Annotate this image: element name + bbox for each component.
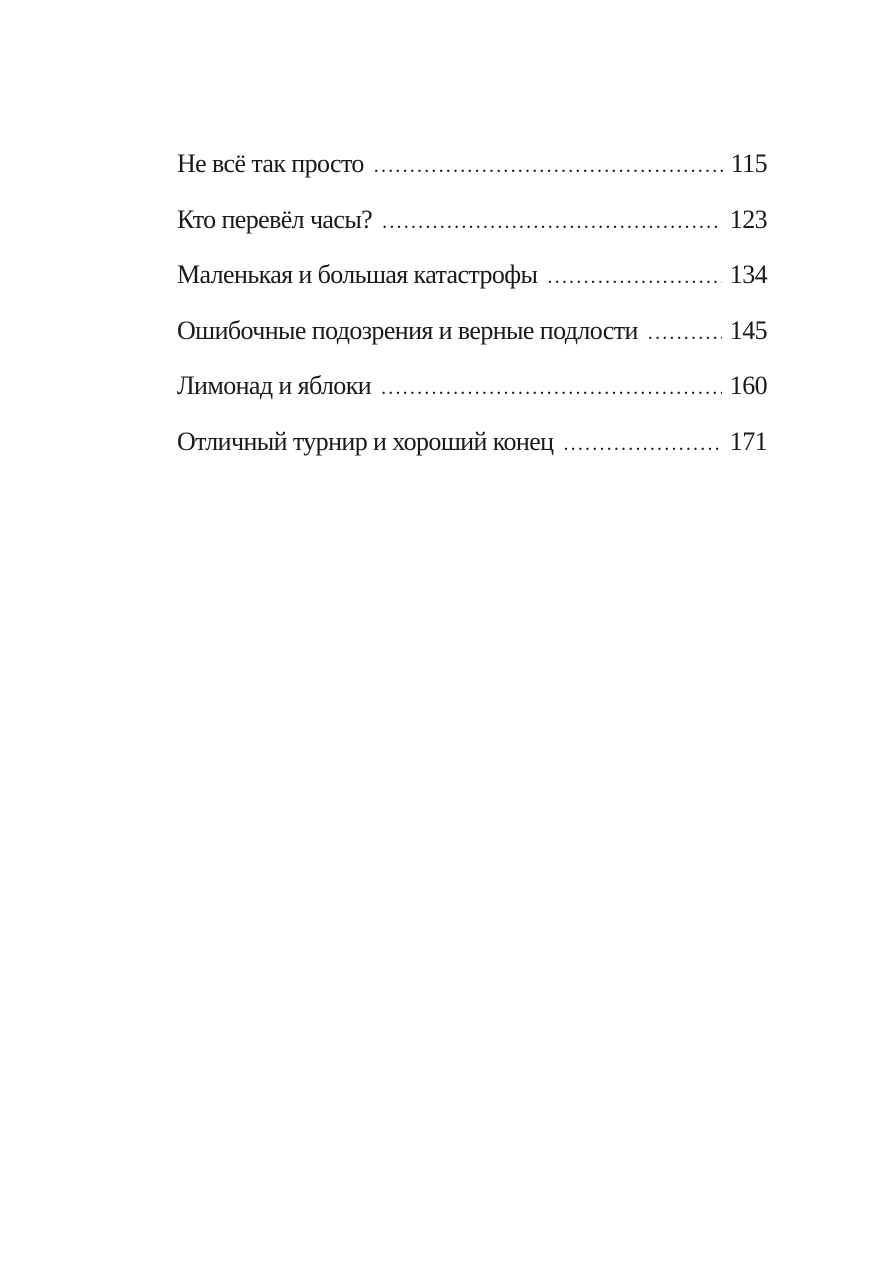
toc-entry[interactable] xyxy=(177,198,767,254)
toc-entry-title: Отличный турнир и хороший конец xyxy=(177,426,554,456)
toc-entry-title: Кто перевёл часы? xyxy=(177,204,373,234)
toc-entry[interactable] xyxy=(177,309,767,365)
toc-entry[interactable] xyxy=(177,420,767,476)
toc-entry-title: Ошибочные подозрения и верные подлости xyxy=(177,315,638,345)
toc-dot-leader xyxy=(381,366,722,410)
toc-dot-leader xyxy=(648,311,722,355)
toc-entry-page-number: 160 xyxy=(729,371,767,400)
toc-entry-title: Не всё так просто xyxy=(177,149,364,178)
toc-entry-page-number: 115 xyxy=(730,149,767,178)
toc-entry[interactable] xyxy=(177,253,767,309)
toc-entry[interactable] xyxy=(177,142,767,198)
toc-entry-page-number: 123 xyxy=(729,204,767,234)
toc-entry-title: Маленькая и большая катастрофы xyxy=(177,260,538,289)
toc-entry-title: Лимонад и яблоки xyxy=(177,371,372,400)
toc-dot-leader xyxy=(547,255,721,299)
toc-entry-page-number: 145 xyxy=(729,315,767,345)
toc-dot-leader xyxy=(374,144,723,188)
toc-dot-leader xyxy=(382,200,722,244)
table-of-contents xyxy=(177,142,767,475)
toc-dot-leader xyxy=(563,422,721,466)
toc-entry-page-number: 171 xyxy=(729,426,767,456)
toc-entry[interactable] xyxy=(177,364,767,420)
toc-entry-page-number: 134 xyxy=(729,260,767,289)
